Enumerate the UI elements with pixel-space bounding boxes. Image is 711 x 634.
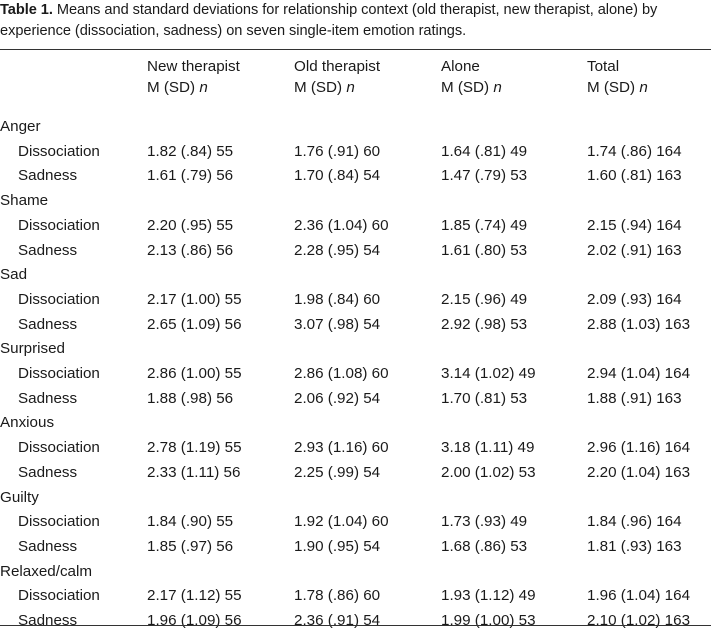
table-cell: 1.99 (1.00) 53 — [441, 612, 536, 630]
emotion-label: Guilty — [0, 488, 39, 506]
table-cell: 3.14 (1.02) 49 — [441, 365, 536, 383]
emotion-label: Relaxed/calm — [0, 562, 93, 580]
condition-label: Dissociation — [18, 142, 100, 160]
table-cell: 2.78 (1.19) 55 — [147, 439, 242, 457]
table-cell: 1.47 (.79) 53 — [441, 167, 528, 185]
table-cell: 1.98 (.84) 60 — [294, 290, 381, 308]
table-cell: 2.36 (.91) 54 — [294, 612, 381, 630]
table-cell: 1.73 (.93) 49 — [441, 513, 528, 531]
table-cell: 2.25 (.99) 54 — [294, 463, 381, 481]
column-stat: M (SD) — [587, 78, 636, 96]
table-caption-text: Means and standard deviations for relationship context (old therapist, new therapist, alone) by experience (dissociation, sadness) on seven single-item emotion ratings. — [0, 2, 658, 39]
table-top-rule — [0, 49, 711, 50]
condition-label: Dissociation — [18, 290, 100, 308]
table-cell: 2.94 (1.04) 164 — [587, 365, 691, 383]
emotion-group-row — [0, 486, 711, 511]
table-cell: 2.13 (.86) 56 — [147, 241, 234, 259]
table-row — [0, 436, 711, 461]
table-cell: 1.96 (1.04) 164 — [587, 587, 691, 605]
table-cell: 1.82 (.84) 55 — [147, 142, 234, 160]
table-row — [0, 239, 711, 264]
table-cell: 2.20 (1.04) 163 — [587, 463, 691, 481]
condition-label: Sadness — [18, 612, 78, 630]
column-title: Alone — [441, 58, 480, 75]
table-row — [0, 288, 711, 313]
emotion-group-row — [0, 263, 711, 288]
table-cell: 1.92 (1.04) 60 — [294, 513, 389, 531]
table-cell: 1.93 (1.12) 49 — [441, 587, 536, 605]
table-cell: 2.17 (1.00) 55 — [147, 290, 242, 308]
table-cell: 2.09 (.93) 164 — [587, 290, 682, 308]
column-stat: M (SD) — [147, 78, 196, 96]
table-cell: 2.20 (.95) 55 — [147, 216, 234, 234]
table-cell: 2.65 (1.09) 56 — [147, 315, 242, 333]
column-stat: M (SD) — [294, 78, 343, 96]
condition-label: Dissociation — [18, 439, 100, 457]
condition-label: Dissociation — [18, 216, 100, 234]
table-cell: 1.88 (.91) 163 — [587, 389, 682, 407]
emotion-group-row — [0, 560, 711, 585]
column-title: Total — [587, 58, 620, 75]
column-n: n — [199, 78, 208, 96]
column-header — [441, 57, 587, 115]
emotion-label: Surprised — [0, 340, 65, 358]
table-cell: 2.88 (1.03) 163 — [587, 315, 691, 333]
emotion-label: Anger — [0, 118, 41, 135]
table-row — [0, 313, 711, 338]
condition-label: Sadness — [18, 315, 78, 333]
condition-label: Dissociation — [18, 513, 100, 531]
column-stat: M (SD) — [441, 78, 490, 96]
emotion-group-row — [0, 189, 711, 214]
column-header — [587, 57, 711, 115]
table-cell: 1.61 (.80) 53 — [441, 241, 528, 259]
table-cell: 2.33 (1.11) 56 — [147, 463, 241, 481]
table-cell: 2.93 (1.16) 60 — [294, 439, 389, 457]
table-cell: 1.70 (.81) 53 — [441, 389, 528, 407]
table-cell: 1.64 (.81) 49 — [441, 142, 528, 160]
column-n: n — [346, 78, 355, 96]
table-cell: 2.06 (.92) 54 — [294, 389, 381, 407]
table-cell: 2.15 (.96) 49 — [441, 290, 528, 308]
condition-label: Sadness — [18, 241, 78, 259]
table-cell: 2.10 (1.02) 163 — [587, 612, 691, 630]
column-header — [294, 57, 441, 115]
table-row — [0, 387, 711, 412]
table-header-row — [0, 57, 711, 115]
emotion-group-row — [0, 411, 711, 436]
table-cell: 1.78 (.86) 60 — [294, 587, 381, 605]
table-caption — [0, 0, 711, 42]
table-row — [0, 609, 711, 634]
table-cell: 1.85 (.97) 56 — [147, 537, 234, 555]
table-cell: 2.36 (1.04) 60 — [294, 216, 389, 234]
table-cell: 1.76 (.91) 60 — [294, 142, 381, 160]
table-cell: 1.96 (1.09) 56 — [147, 612, 242, 630]
table-row — [0, 510, 711, 535]
table-cell: 1.74 (.86) 164 — [587, 142, 682, 160]
table-cell: 2.28 (.95) 54 — [294, 241, 381, 259]
column-title: New therapist — [147, 58, 240, 75]
condition-label: Sadness — [18, 463, 78, 481]
table-cell: 2.92 (.98) 53 — [441, 315, 528, 333]
table-cell: 1.84 (.90) 55 — [147, 513, 234, 531]
table-cell: 1.85 (.74) 49 — [441, 216, 528, 234]
table-cell: 2.02 (.91) 163 — [587, 241, 682, 259]
table-body — [0, 115, 711, 634]
column-title: Old therapist — [294, 58, 381, 75]
table-cell: 1.68 (.86) 53 — [441, 537, 528, 555]
emotion-group-row — [0, 115, 711, 140]
condition-label: Sadness — [18, 167, 78, 185]
condition-label: Dissociation — [18, 587, 100, 605]
table-cell: 1.88 (.98) 56 — [147, 389, 234, 407]
table-row — [0, 214, 711, 239]
emotion-label: Shame — [0, 192, 49, 210]
emotion-group-row — [0, 337, 711, 362]
table-cell: 1.84 (.96) 164 — [587, 513, 682, 531]
results-table — [0, 57, 711, 634]
table-cell: 2.86 (1.00) 55 — [147, 365, 242, 383]
table-cell: 2.96 (1.16) 164 — [587, 439, 691, 457]
table-row — [0, 362, 711, 387]
column-header — [147, 57, 294, 115]
table-row — [0, 584, 711, 609]
table-row — [0, 164, 711, 189]
condition-label: Sadness — [18, 537, 78, 555]
condition-label: Dissociation — [18, 365, 100, 383]
table-caption-label: Table 1. — [0, 2, 53, 18]
table-row — [0, 535, 711, 560]
header-empty-cell — [0, 57, 147, 115]
table-cell: 1.81 (.93) 163 — [587, 537, 682, 555]
table-cell: 2.00 (1.02) 53 — [441, 463, 536, 481]
table-cell: 2.15 (.94) 164 — [587, 216, 682, 234]
table-cell: 1.61 (.79) 56 — [147, 167, 234, 185]
table-cell: 1.70 (.84) 54 — [294, 167, 381, 185]
column-n: n — [493, 78, 502, 96]
table-cell: 2.17 (1.12) 55 — [147, 587, 242, 605]
table-cell: 3.07 (.98) 54 — [294, 315, 381, 333]
table-cell: 3.18 (1.11) 49 — [441, 439, 535, 457]
emotion-label: Anxious — [0, 414, 55, 432]
table-cell: 2.86 (1.08) 60 — [294, 365, 389, 383]
table-cell: 1.90 (.95) 54 — [294, 537, 381, 555]
table-cell: 1.60 (.81) 163 — [587, 167, 682, 185]
table-row — [0, 140, 711, 165]
emotion-label: Sad — [0, 266, 28, 284]
column-n: n — [639, 78, 648, 96]
condition-label: Sadness — [18, 389, 78, 407]
table-row — [0, 461, 711, 486]
